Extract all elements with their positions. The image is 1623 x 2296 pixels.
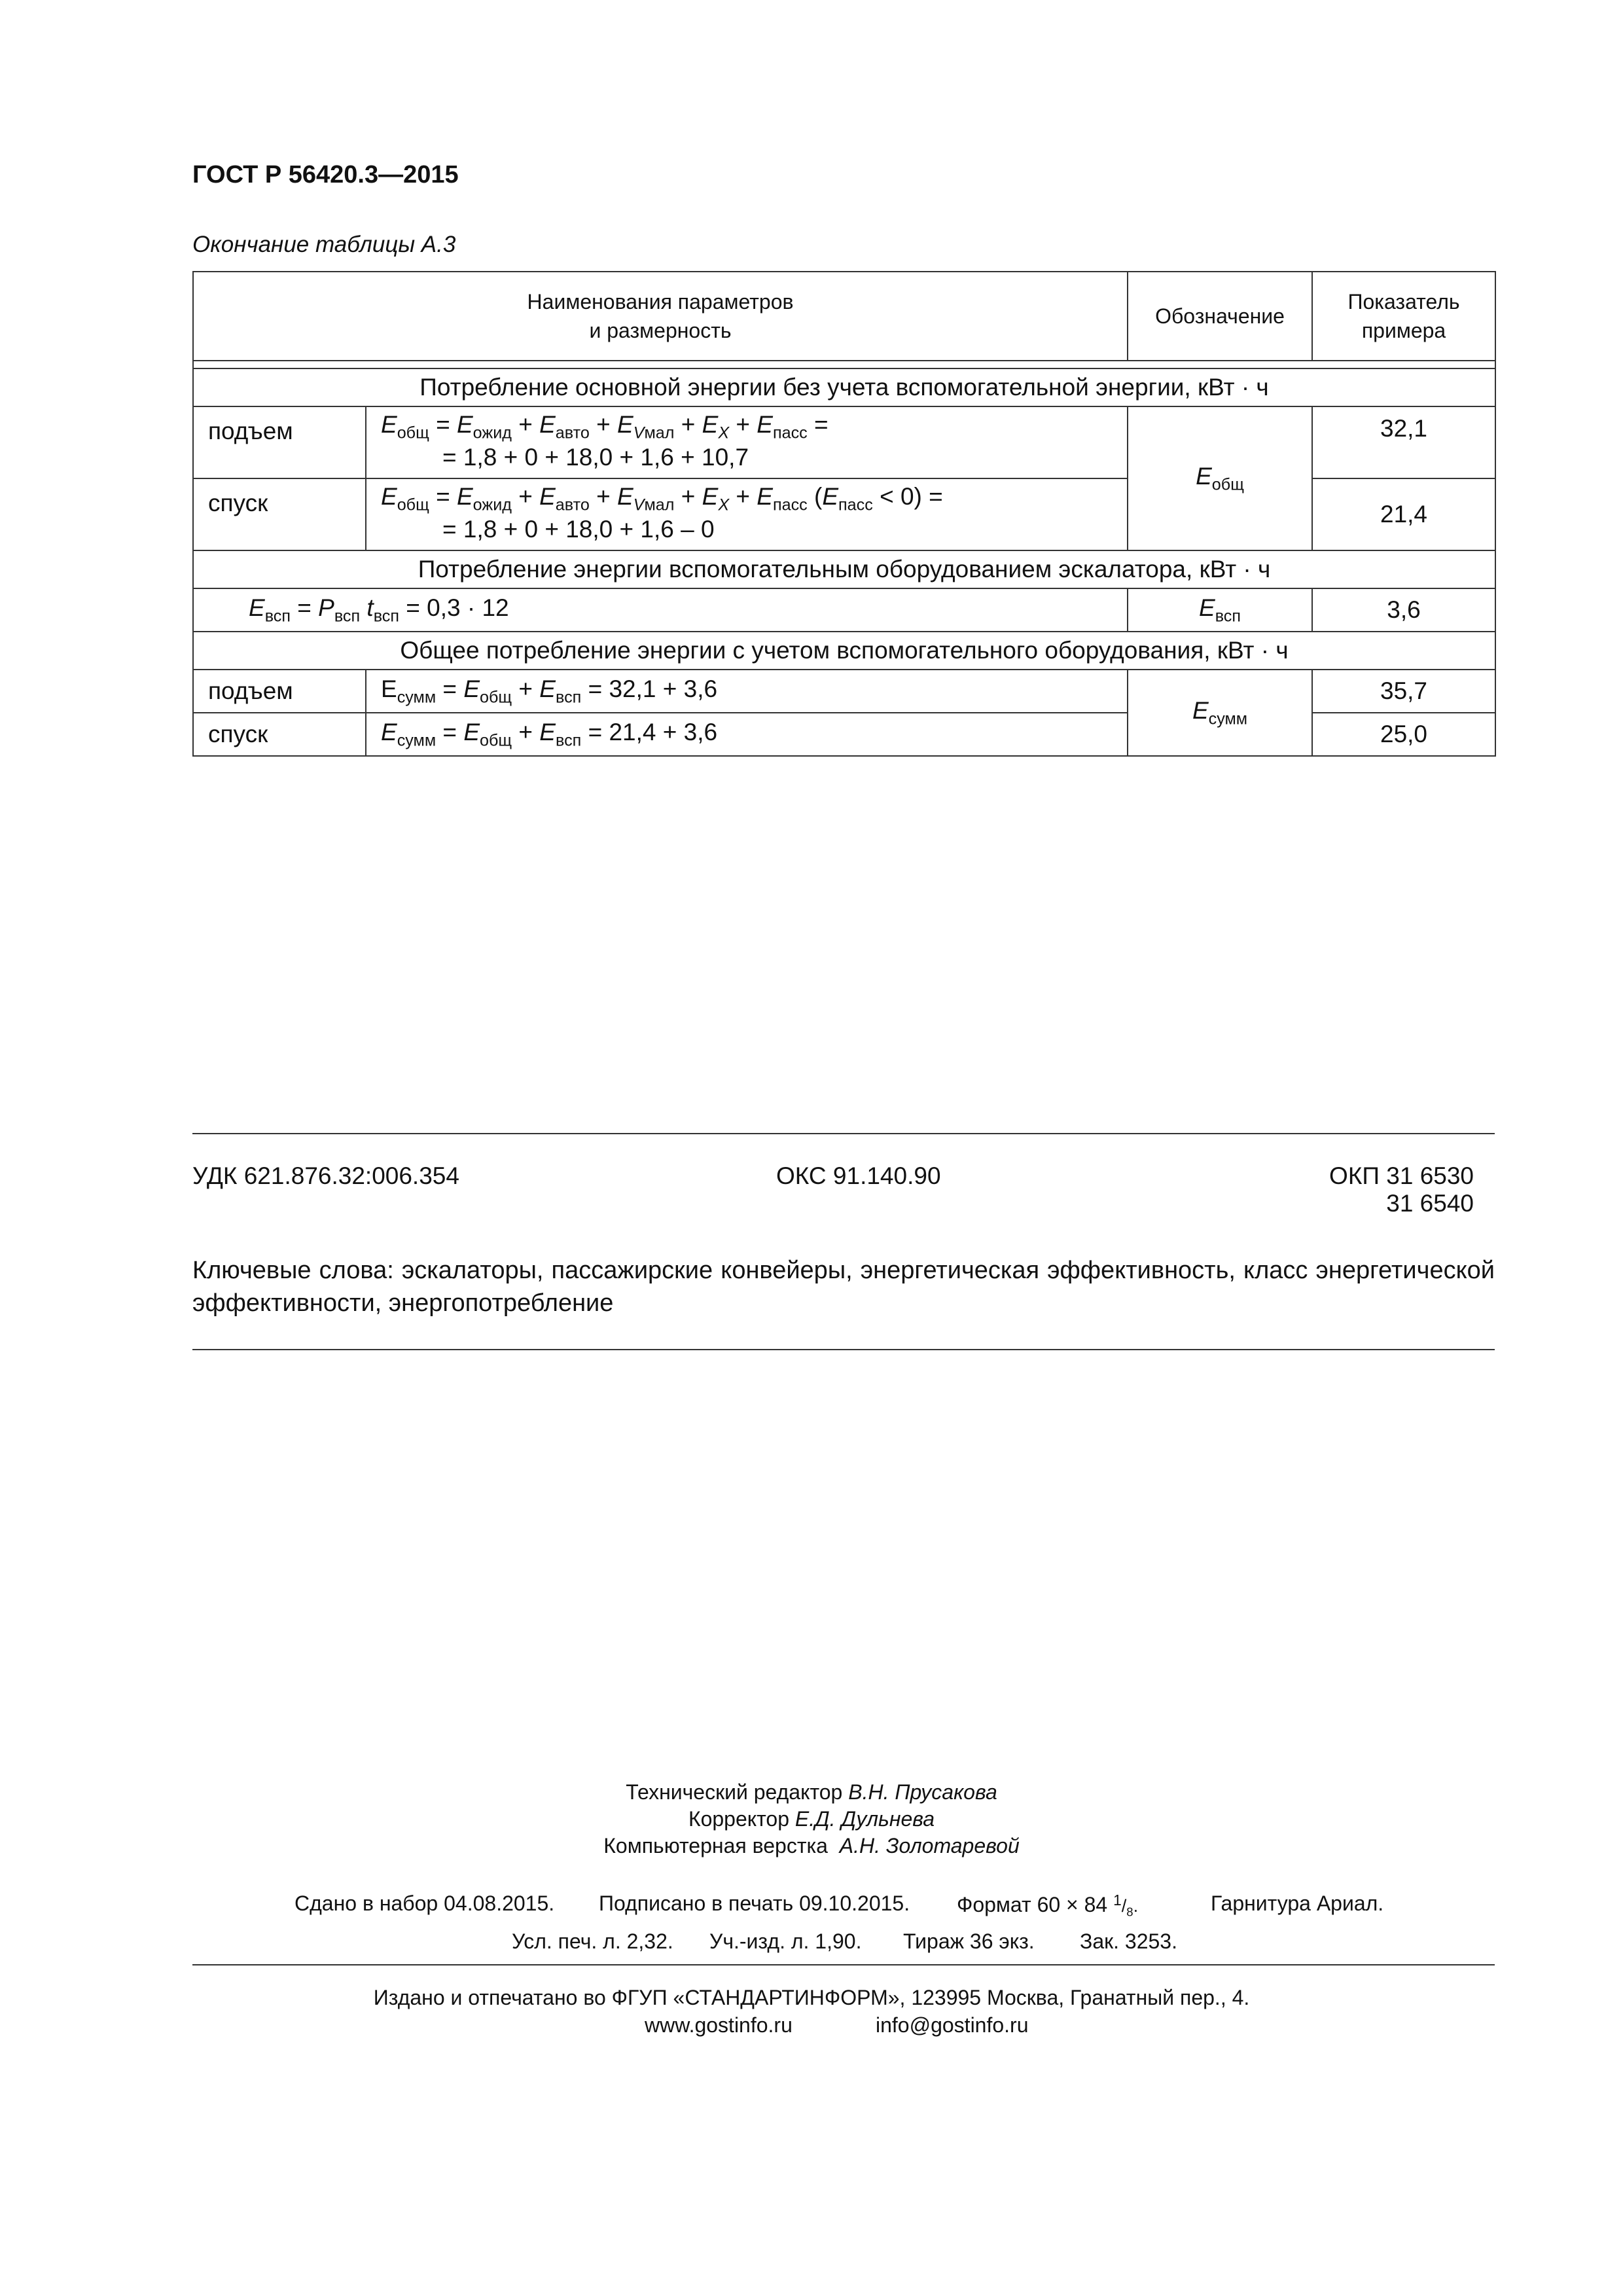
paper-format: Формат 60 × 84 $^1/_8$.	[957, 1892, 1139, 1919]
row-label-total-down: спуск	[193, 713, 366, 756]
layout-designer: Компьютерная верстка А.Н. Золотаревой	[603, 1834, 1020, 1857]
symbol-e-aux: $E_{всп}$	[1128, 588, 1312, 632]
formula-total-down: $E_{сумм} = E_{общ} + E_{всп} = 21,4 + 3,6$	[366, 713, 1128, 756]
section-total-energy: Общее потребление энергии с учетом вспомогательного оборудования, кВт · ч	[193, 632, 1495, 670]
header-separator	[193, 361, 1495, 368]
typeface: Гарнитура Ариал.	[1211, 1892, 1384, 1915]
table-caption: Окончание таблицы А.3	[192, 232, 456, 257]
row-label-total-up: подъем	[193, 670, 366, 713]
email: info@gostinfo.ru	[876, 2013, 1029, 2037]
value-up: 32,1	[1312, 406, 1495, 478]
symbol-e-sum: $E_{сумм}$	[1128, 670, 1312, 756]
row-label-up: подъем	[193, 406, 366, 478]
signed-date: Подписано в печать 09.10.2015.	[599, 1892, 910, 1915]
row-label-down: спуск	[193, 478, 366, 550]
formula-down: $E_{общ} = E_{ожид} + E_{авто} + E_{Vмал} + E_X + E_{пасс}$ $(E_{пасс} < 0)$ = = 1,8 + 0 + 18,0 + 1,6 – 0	[366, 478, 1128, 550]
website: www.gostinfo.ru	[645, 2013, 793, 2037]
value-aux: 3,6	[1312, 588, 1495, 632]
table-row	[193, 670, 1495, 713]
table-row	[193, 588, 1495, 632]
symbol-e-total: $E_{общ}$	[1128, 406, 1312, 550]
formula-total-up: $E_{сумм} = E_{общ} + E_{всп} = 32,1 + 3,6$	[366, 670, 1128, 713]
corrector: Корректор Е.Д. Дульнева	[688, 1807, 935, 1831]
parameters-table	[192, 271, 1496, 757]
publishing-sheets: Уч.-изд. л. 1,90.	[709, 1929, 862, 1953]
udk-code: УДК 621.876.32:006.354	[192, 1162, 459, 1189]
value-total-down: 25,0	[1312, 713, 1495, 756]
order-number: Зак. 3253.	[1080, 1929, 1177, 1953]
print-run: Тираж 36 экз.	[903, 1929, 1035, 1953]
header-example-value: Показатель примера	[1312, 272, 1495, 361]
value-down: 21,4	[1312, 478, 1495, 550]
document-title: ГОСТ Р 56420.3—2015	[192, 161, 459, 188]
section-main-energy: Потребление основной энергии без учета вспомогательной энергии, кВт · ч	[193, 368, 1495, 406]
table-header-row	[193, 272, 1495, 361]
header-parameter-name: Наименования параметров и размерность	[193, 272, 1128, 361]
formula-aux: $E_{всп} = P_{всп}$ $t_{всп} = 0,3 \cdot 12$	[193, 588, 1128, 632]
publisher: Издано и отпечатано во ФГУП «СТАНДАРТИНФОРМ», 123995 Москва, Гранатный пер., 4.	[373, 1986, 1250, 2009]
divider-top	[192, 1133, 1495, 1134]
printed-sheets: Усл. печ. л. 2,32.	[512, 1929, 673, 1953]
okp-code: ОКП 31 6530 31 6540	[1329, 1162, 1474, 1217]
typeset-date: Сдано в набор 04.08.2015.	[294, 1892, 555, 1915]
keywords: Ключевые слова: эскалаторы, пассажирские конвейеры, энергетическая эффективность, класс энергетической эффективности, энергопотребление	[192, 1257, 1495, 1317]
technical-editor: Технический редактор В.Н. Прусакова	[626, 1780, 997, 1804]
formula-up: $E_{общ} = E_{ожид} + E_{авто} + E_{Vмал} + E_X + E_{пасс}$ = = 1,8 + 0 + 18,0 + 1,6 + 10,7	[366, 406, 1128, 478]
oks-code: ОКС 91.140.90	[776, 1162, 941, 1189]
header-designation: Обозначение	[1128, 272, 1312, 361]
table-row	[193, 406, 1495, 478]
section-aux-energy: Потребление энергии вспомогательным оборудованием эскалатора, кВт · ч	[193, 550, 1495, 588]
divider-keywords	[192, 1349, 1495, 1350]
divider-imprint	[192, 1964, 1495, 1965]
value-total-up: 35,7	[1312, 670, 1495, 713]
